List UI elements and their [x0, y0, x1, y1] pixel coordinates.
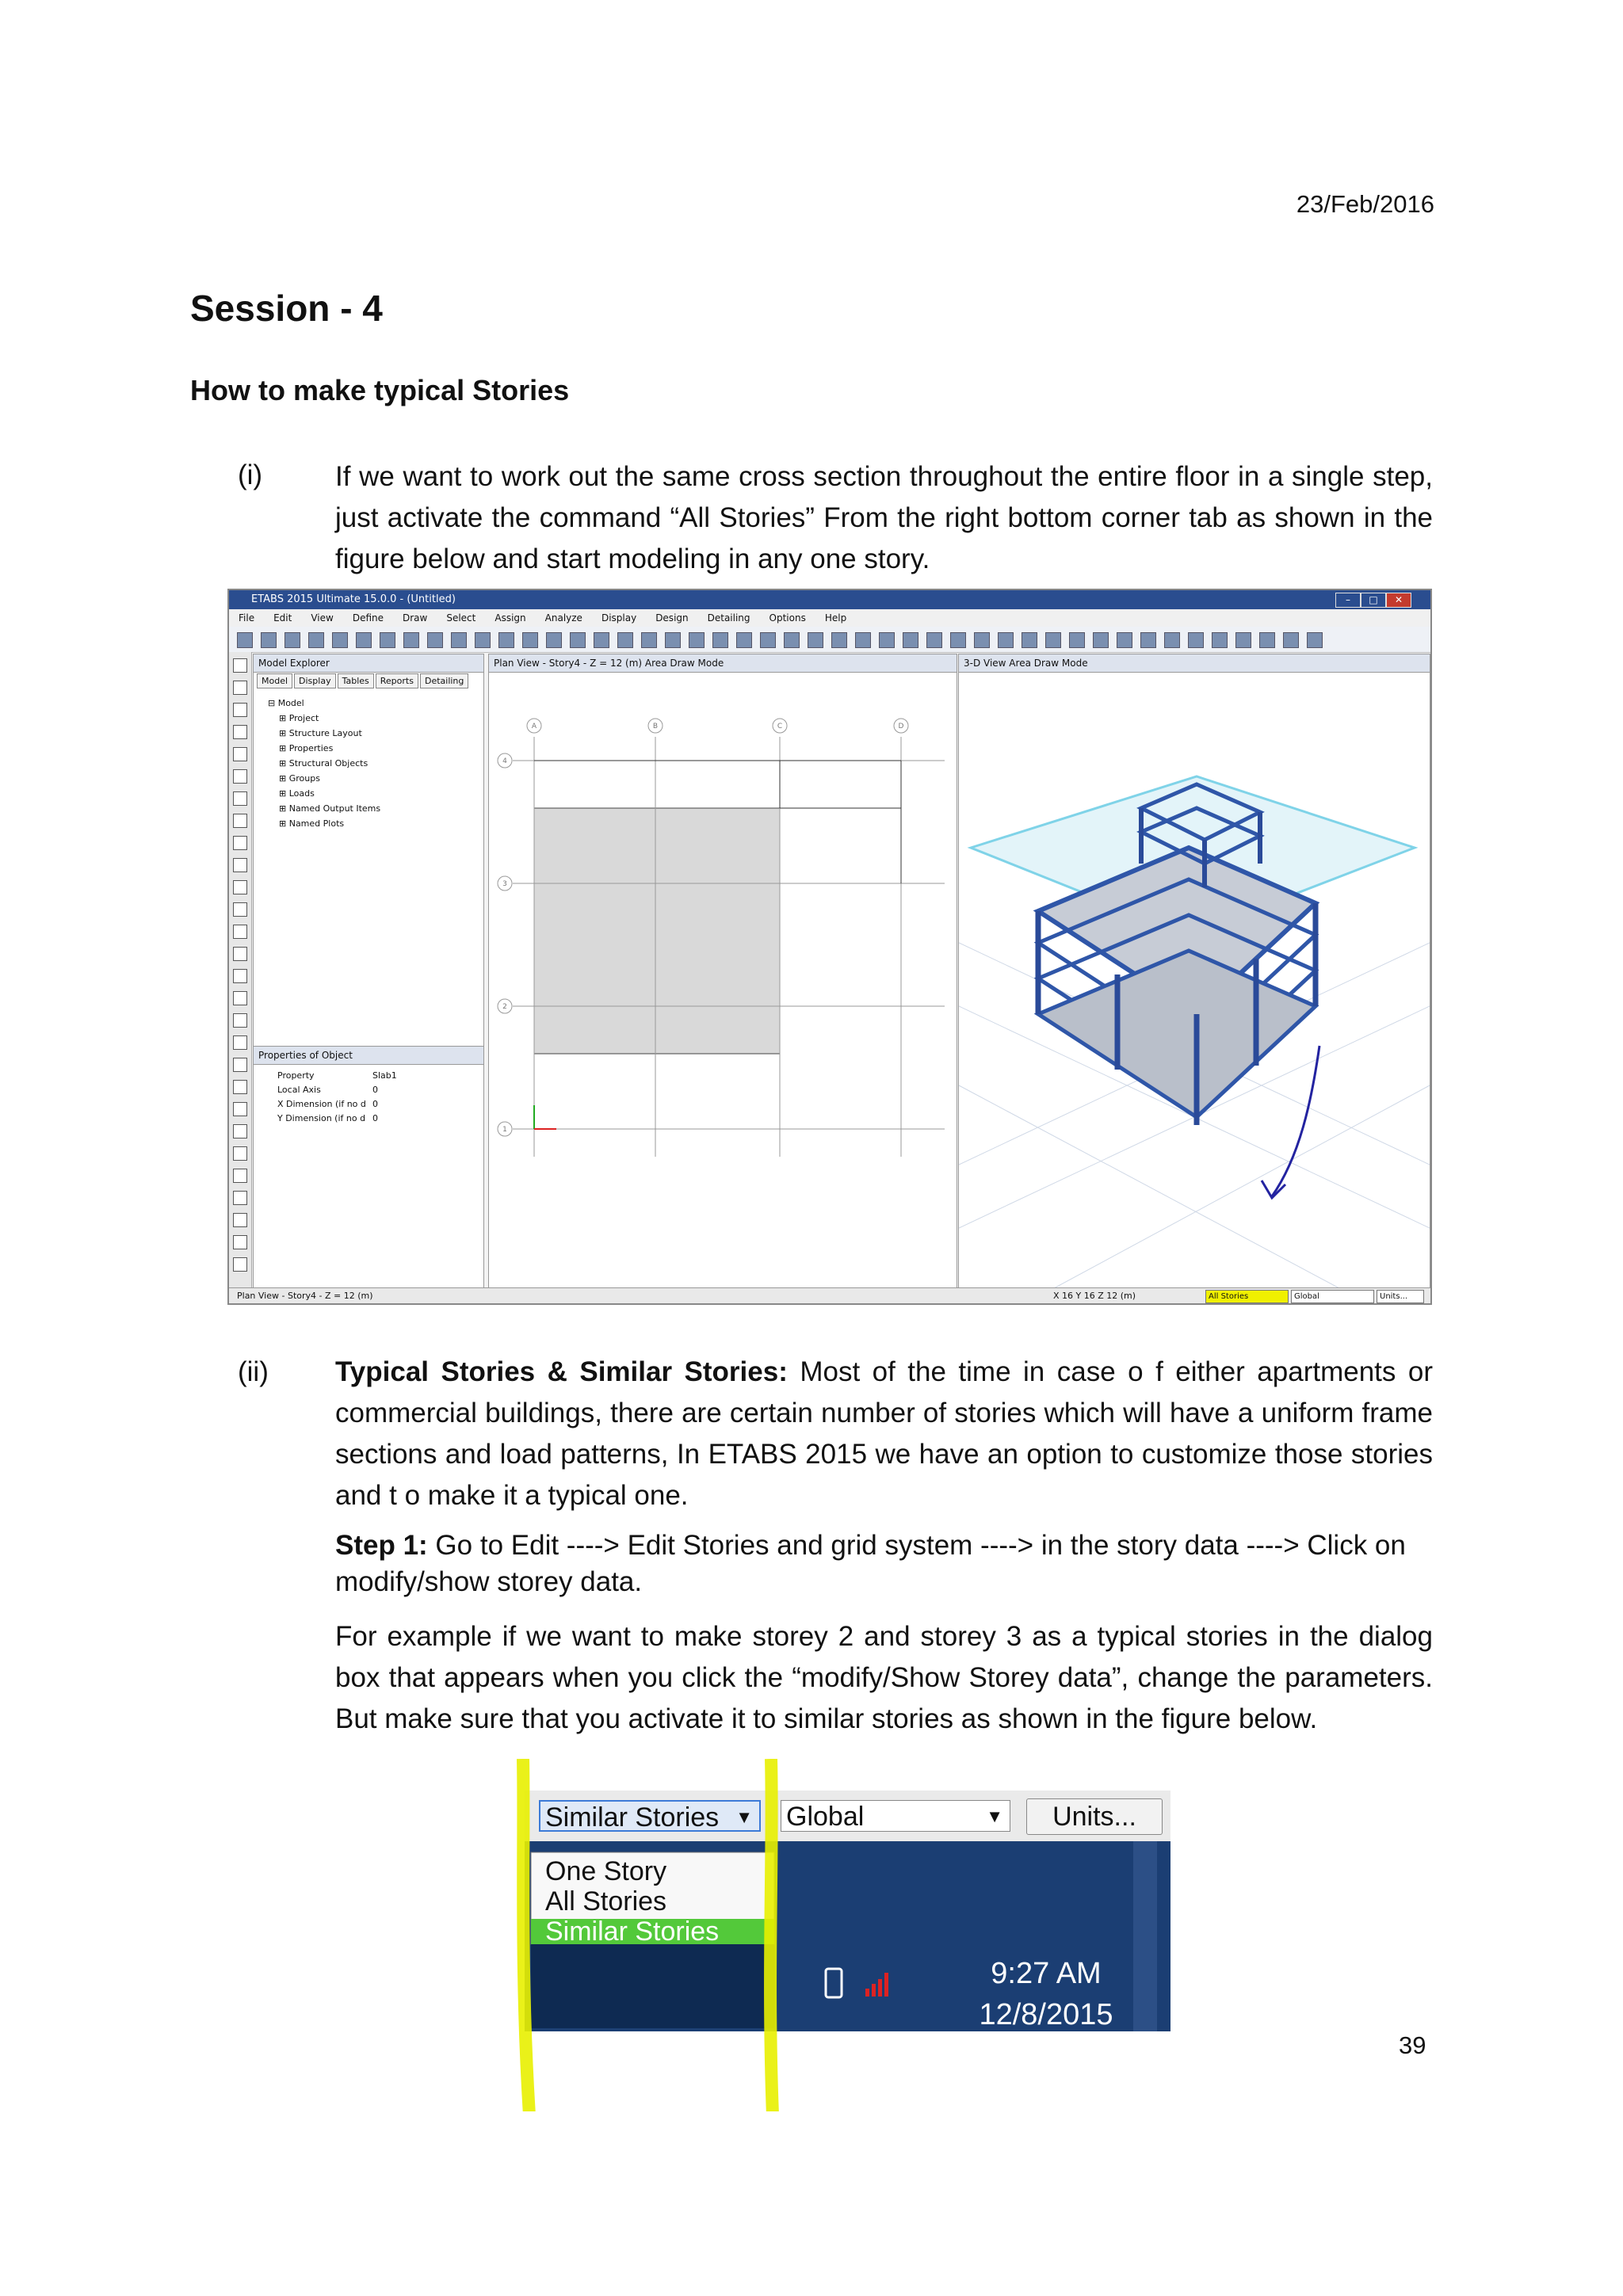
etabs-menubar	[229, 609, 1430, 627]
draw-tool-button[interactable]	[233, 1169, 247, 1183]
draw-tool-button[interactable]	[233, 1124, 247, 1138]
draw-tool-button[interactable]	[233, 991, 247, 1005]
grid-label-a: A	[531, 723, 537, 730]
draw-tool-button[interactable]	[233, 1213, 247, 1227]
step-1-body: Go to Edit ----> Edit Stories and grid system ----> in the story data ----> Click on modify/show storey data.	[335, 1530, 1406, 1597]
properties-list	[277, 1069, 397, 1126]
toolbar-button[interactable]	[1140, 632, 1156, 648]
property-value[interactable]: 0	[372, 1099, 378, 1109]
draw-tool-button[interactable]	[233, 858, 247, 872]
menu-item-detailing[interactable]: Detailing	[707, 612, 750, 624]
draw-tool-button[interactable]	[233, 969, 247, 983]
draw-tool-button[interactable]	[233, 1257, 247, 1272]
menu-item-analyze[interactable]: Analyze	[544, 612, 582, 624]
draw-tool-button[interactable]	[233, 836, 247, 850]
draw-tool-button[interactable]	[233, 725, 247, 739]
toolbar-button[interactable]	[879, 632, 895, 648]
menu-item-help[interactable]: Help	[824, 612, 847, 624]
menu-item-draw[interactable]: Draw	[403, 612, 428, 624]
toolbar-button[interactable]	[1235, 632, 1251, 648]
toolbar-button[interactable]	[1212, 632, 1228, 648]
etabs-left-toolbar	[229, 652, 252, 1287]
draw-tool-button[interactable]	[233, 1058, 247, 1072]
example-text: For example if we want to make storey 2 and storey 3 as a typical stories in the dialog box that appears when you click the “modify/Show Storey data”, change the parameters. But make sure that you activate it to similar stories as shown in the figure below.	[335, 1621, 1433, 1734]
similar-stories-screenshot	[515, 1759, 1177, 2044]
toolbar-button[interactable]	[522, 632, 538, 648]
tree-item[interactable]: ⊞ Named Output Items	[279, 803, 381, 814]
grid-label-b: B	[652, 723, 659, 730]
toolbar-button[interactable]	[1283, 632, 1299, 648]
toolbar-button[interactable]	[1022, 632, 1037, 648]
menu-item-file[interactable]: File	[239, 612, 255, 624]
units-button[interactable]: Units...	[1377, 1290, 1424, 1303]
property-key: X Dimension (if no d	[277, 1099, 366, 1109]
close-icon[interactable]: ✕	[1386, 593, 1411, 608]
toolbar-button[interactable]	[285, 632, 300, 648]
toolbar-button[interactable]	[641, 632, 657, 648]
menu-item-define[interactable]: Define	[352, 612, 384, 624]
toolbar-button[interactable]	[332, 632, 348, 648]
toolbar-button[interactable]	[1164, 632, 1180, 648]
draw-tool-button[interactable]	[233, 947, 247, 961]
step-1-label: Step 1:	[335, 1530, 428, 1561]
menu-item-select[interactable]: Select	[446, 612, 476, 624]
tree-item[interactable]: ⊞ Project	[279, 713, 319, 723]
menu-item-options[interactable]: Options	[769, 612, 806, 624]
draw-tool-button[interactable]	[233, 880, 247, 894]
property-value[interactable]: 0	[372, 1085, 378, 1095]
3d-view-title: 3-D View Area Draw Mode	[959, 654, 1430, 673]
draw-tool-button[interactable]	[233, 1013, 247, 1028]
property-key: Local Axis	[277, 1085, 321, 1095]
status-coordinates: X 16 Y 16 Z 12 (m)	[1053, 1291, 1136, 1301]
properties-panel	[253, 1046, 484, 1289]
menu-item-view[interactable]: View	[311, 612, 334, 624]
toolbar-button[interactable]	[380, 632, 395, 648]
tab-detailing[interactable]: Detailing	[420, 673, 468, 688]
toolbar-button[interactable]	[1069, 632, 1085, 648]
grid-label-d: D	[898, 723, 904, 730]
tab-display[interactable]: Display	[294, 673, 336, 688]
toolbar-button[interactable]	[261, 632, 277, 648]
etabs-screenshot	[227, 589, 1432, 1305]
draw-tool-button[interactable]	[233, 902, 247, 917]
coordinate-dropdown-value: Global	[786, 1802, 865, 1832]
3d-view[interactable]	[958, 654, 1430, 1289]
tree-item[interactable]: ⊞ Structure Layout	[279, 728, 362, 738]
item-1-marker: (i)	[238, 460, 263, 490]
plan-view[interactable]	[488, 654, 957, 1289]
draw-tool-button[interactable]	[233, 925, 247, 939]
3d-building-drawing	[959, 673, 1430, 1288]
etabs-toolbar	[229, 627, 1430, 653]
menu-item-display[interactable]: Display	[601, 612, 637, 624]
toolbar-button[interactable]	[308, 632, 324, 648]
etabs-titlebar	[229, 590, 1430, 609]
step-1-text	[335, 1527, 1433, 1600]
property-value[interactable]: Slab1	[372, 1070, 397, 1081]
taskbar-time: 9:27 AM	[991, 1957, 1102, 1990]
toolbar-button[interactable]	[594, 632, 609, 648]
story-dropdown-value: Similar Stories	[545, 1802, 720, 1833]
section-title: How to make typical Stories	[190, 374, 570, 406]
property-key: Property	[277, 1070, 315, 1081]
draw-tool-button[interactable]	[233, 681, 247, 695]
toolbar-button[interactable]	[475, 632, 491, 648]
grid-label-c: C	[777, 723, 783, 730]
item-2-text	[335, 1352, 1433, 1516]
maximize-icon[interactable]: □	[1361, 593, 1386, 608]
taskbar-date: 12/8/2015	[979, 1998, 1113, 2031]
toolbar-button[interactable]	[427, 632, 443, 648]
minimize-icon[interactable]: –	[1335, 593, 1361, 608]
etabs-statusbar	[229, 1287, 1430, 1304]
toolbar-button[interactable]	[237, 632, 253, 648]
draw-tool-button[interactable]	[233, 791, 247, 806]
property-row	[277, 1069, 397, 1083]
etabs-window-title: ETABS 2015 Ultimate 15.0.0 - (Untitled)	[251, 593, 456, 605]
grid-label-4: 4	[502, 757, 507, 765]
option-one-story[interactable]: One Story	[545, 1856, 667, 1886]
toolbar-button[interactable]	[451, 632, 467, 648]
draw-tool-button[interactable]	[233, 1235, 247, 1249]
toolbar-button[interactable]	[736, 632, 752, 648]
draw-tool-button[interactable]	[233, 814, 247, 828]
draw-tool-button[interactable]	[233, 747, 247, 761]
chevron-down-icon: ▼	[735, 1807, 753, 1827]
model-explorer-title: Model Explorer	[254, 654, 483, 673]
draw-tool-button[interactable]	[233, 1146, 247, 1161]
menu-item-edit[interactable]: Edit	[273, 612, 292, 624]
tree-item[interactable]: ⊞ Loads	[279, 788, 315, 799]
grid-label-3: 3	[502, 880, 507, 888]
toolbar-button[interactable]	[356, 632, 372, 648]
model-explorer-tabs	[257, 673, 470, 688]
story-dropdown[interactable]	[539, 1800, 761, 1832]
story-option-dropdown[interactable]: All Stories	[1205, 1290, 1289, 1303]
properties-title: Properties of Object	[254, 1047, 483, 1065]
tree-item[interactable]: ⊟ Model	[268, 698, 304, 708]
tree-item[interactable]: ⊞ Structural Objects	[279, 758, 369, 769]
toolbar-button[interactable]	[403, 632, 419, 648]
grid-label-1: 1	[502, 1126, 507, 1134]
coordinate-system-dropdown[interactable]: Global	[1291, 1290, 1374, 1303]
toolbar-button[interactable]	[1188, 632, 1204, 648]
plan-view-title: Plan View - Story4 - Z = 12 (m) Area Draw Mode	[489, 654, 957, 673]
chevron-down-icon: ▼	[986, 1806, 1003, 1826]
draw-tool-button[interactable]	[233, 703, 247, 717]
draw-tool-button[interactable]	[233, 1080, 247, 1094]
menu-item-assign[interactable]: Assign	[495, 612, 526, 624]
page-number: 39	[1399, 2031, 1426, 2059]
units-button[interactable]: Units...	[1026, 1798, 1163, 1835]
toolbar-button[interactable]	[1307, 632, 1323, 648]
property-row	[277, 1112, 397, 1126]
toolbar-button[interactable]	[855, 632, 871, 648]
tab-model[interactable]: Model	[257, 673, 292, 688]
tree-item[interactable]: ⊞ Named Plots	[279, 818, 345, 829]
toolbar-button[interactable]	[998, 632, 1014, 648]
toolbar-button[interactable]	[784, 632, 800, 648]
property-row	[277, 1097, 397, 1112]
draw-tool-button[interactable]	[233, 658, 247, 673]
property-value[interactable]: 0	[372, 1113, 378, 1123]
toolbar-button[interactable]	[808, 632, 823, 648]
property-key: Y Dimension (if no d	[277, 1113, 366, 1123]
toolbar-button[interactable]	[1045, 632, 1061, 648]
property-row	[277, 1083, 397, 1097]
toolbar-button[interactable]	[1117, 632, 1132, 648]
item-2-body: Most of the time in case o f either apartments or commercial buildings, there are certain number of stories which will have a uniform frame sections and load patterns, In ETABS 2015 we have an option to customize those stories and t o make it a typical one.	[335, 1356, 1433, 1511]
coordinate-dropdown[interactable]	[781, 1800, 1010, 1832]
item-2-marker: (ii)	[238, 1356, 269, 1387]
toolbar-button[interactable]	[689, 632, 705, 648]
tab-tables[interactable]: Tables	[338, 673, 374, 688]
draw-tool-button[interactable]	[233, 1102, 247, 1116]
plan-grid-drawing	[489, 673, 957, 1288]
toolbar-button[interactable]	[831, 632, 847, 648]
toolbar-button[interactable]	[712, 632, 728, 648]
drawn-slab-area	[534, 808, 780, 1054]
toolbar-button[interactable]	[760, 632, 776, 648]
menu-item-design[interactable]: Design	[655, 612, 689, 624]
grid-label-2: 2	[502, 1003, 507, 1011]
toolbar-button[interactable]	[1259, 632, 1275, 648]
toolbar-button[interactable]	[546, 632, 562, 648]
tree-item[interactable]: ⊞ Properties	[279, 743, 334, 753]
toolbar-button[interactable]	[1093, 632, 1109, 648]
toolbar-button[interactable]	[617, 632, 633, 648]
toolbar-button[interactable]	[903, 632, 918, 648]
tab-reports[interactable]: Reports	[376, 673, 418, 688]
toolbar-button[interactable]	[665, 632, 681, 648]
option-similar-stories[interactable]: Similar Stories	[545, 1917, 720, 1947]
document-date: 23/Feb/2016	[1296, 190, 1434, 218]
toolbar-button[interactable]	[974, 632, 990, 648]
draw-tool-button[interactable]	[233, 769, 247, 784]
toolbar-button[interactable]	[498, 632, 514, 648]
status-view-label: Plan View - Story4 - Z = 12 (m)	[237, 1291, 373, 1301]
toolbar-button[interactable]	[926, 632, 942, 648]
item-1-text: If we want to work out the same cross section throughout the entire floor in a single step, just activate the command “All Stories” From the right bottom corner tab as shown in the figure below and start modeling in any one story.	[335, 461, 1433, 574]
draw-tool-button[interactable]	[233, 1191, 247, 1205]
toolbar-button[interactable]	[570, 632, 586, 648]
draw-tool-button[interactable]	[233, 1035, 247, 1050]
session-title: Session - 4	[190, 288, 383, 329]
option-all-stories[interactable]: All Stories	[545, 1886, 667, 1917]
tree-item[interactable]: ⊞ Groups	[279, 773, 320, 784]
toolbar-button[interactable]	[950, 632, 966, 648]
item-2-lead: Typical Stories & Similar Stories:	[335, 1356, 788, 1387]
model-tree	[268, 696, 380, 831]
